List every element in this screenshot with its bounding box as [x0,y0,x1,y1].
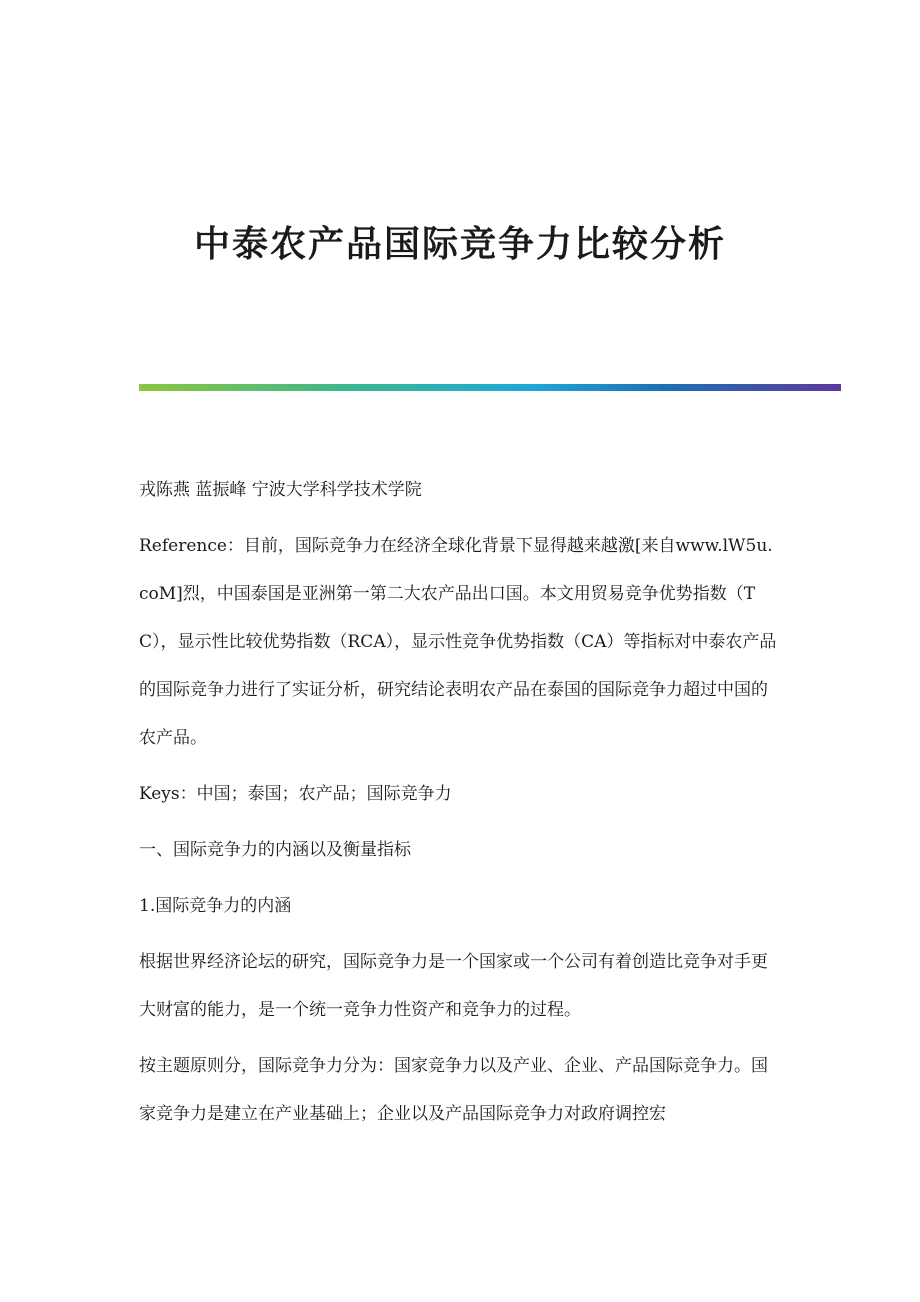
reference-abstract: Reference：目前，国际竞争力在经济全球化背景下显得越来越激[来自www.lW5u.coM]烈，中国泰国是亚洲第一第二大农产品出口国。本文用贸易竞争优势指数（TC），显示性比较优势指数（RCA），显示性竞争优势指数（CA）等指标对中泰农产品的国际竞争力进行了实证分析，研究结论表明农产品在泰国的国际竞争力超过中国的农产品。 [139,536,777,748]
paragraph: 按主题原则分，国际竞争力分为：国家竞争力以及产业、企业、产品国际竞争力。国家竞争力是建立在产业基础上；企业以及产品国际竞争力对政府调控宏 [139,1056,768,1124]
document-title: 中泰农产品国际竞争力比较分析 [193,223,726,265]
keywords-line: Keys：中国；泰国；农产品；国际竞争力 [139,784,452,804]
subsection-heading: 1.国际竞争力的内涵 [139,896,292,916]
document-body [139,466,779,1146]
section-heading: 一、国际竞争力的内涵以及衡量指标 [139,840,411,860]
gradient-divider [139,384,841,391]
paragraph: 根据世界经济论坛的研究，国际竞争力是一个国家或一个公司有着创造比竞争对手更大财富的能力，是一个统一竞争力性资产和竞争力的过程。 [139,952,768,1020]
authors-line: 戎陈燕 蓝振峰 宁波大学科学技术学院 [139,480,422,500]
